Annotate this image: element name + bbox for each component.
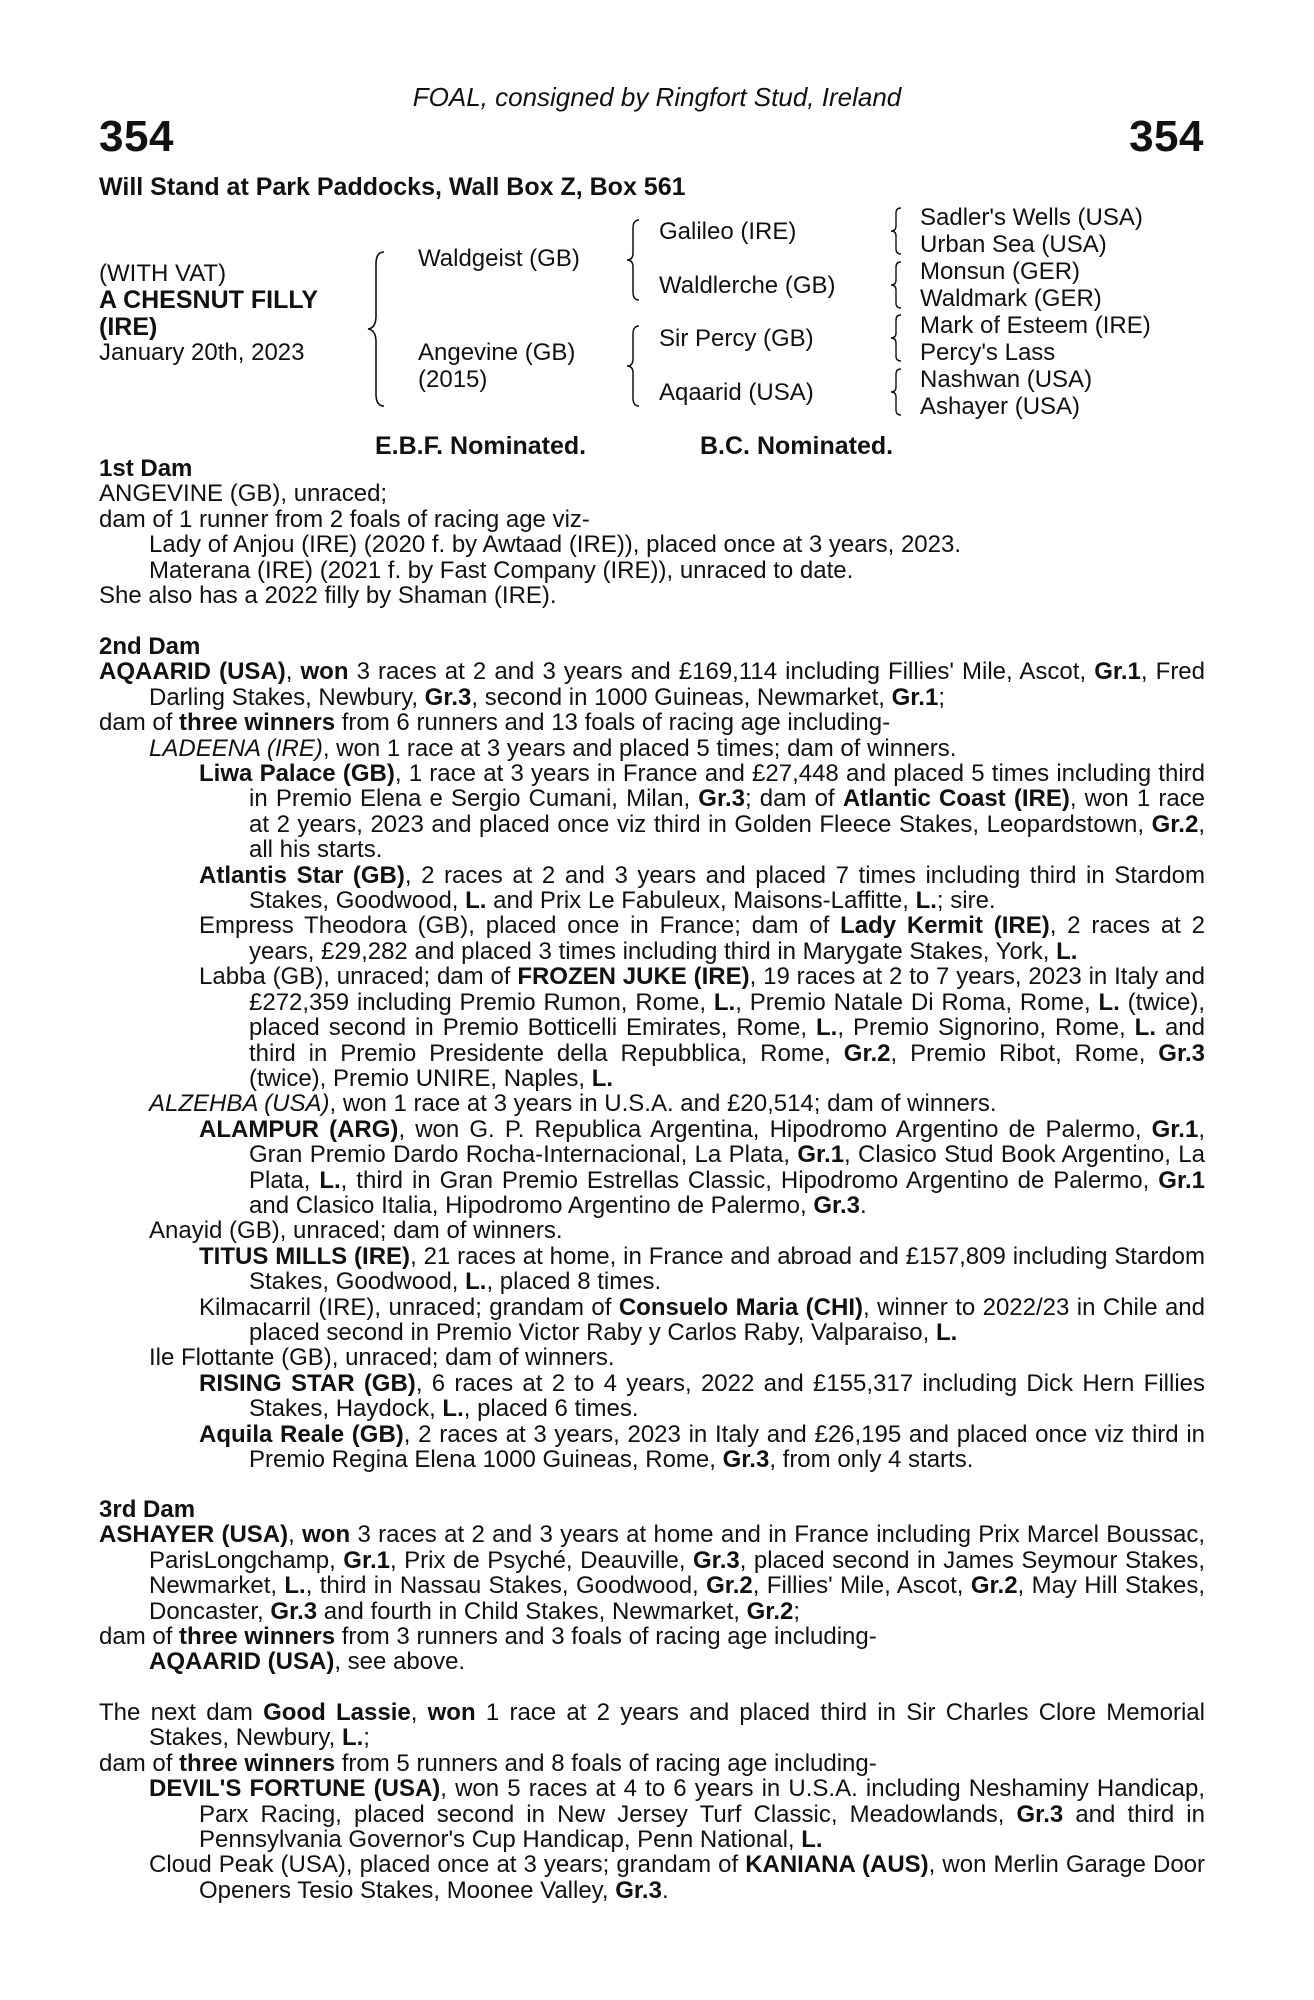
second-dam-record: dam of three winners from 6 runners and 13 foals of racing age including- [99, 709, 891, 737]
first-dam-section [99, 456, 1205, 608]
bold-text: L. [801, 1826, 823, 1854]
bold-text: ASHAYER (USA) [99, 1521, 289, 1549]
produce-entry: Ile Flottante (GB), unraced; dam of winners. [149, 1344, 615, 1372]
bold-text: Gr.2 [843, 1039, 891, 1067]
bold-text: Gr.3 [698, 785, 745, 813]
g-sire-dam-dam: Waldmark (GER) [920, 285, 1102, 312]
bc-nomination: B.C. Nominated. [700, 432, 894, 460]
bold-text: ALAMPUR (ARG) [199, 1115, 399, 1143]
bold-text: won [300, 658, 349, 686]
produce-entry: TITUS MILLS (IRE), 21 races at home, in France and abroad and £157,809 including Stardom Stakes, Goodwood, L., placed 8 times. [199, 1242, 1206, 1296]
bold-text: L. [591, 1064, 614, 1092]
bold-text: Gr.1 [343, 1546, 390, 1574]
bold-text: L. [465, 887, 487, 915]
g-dam-sire-sire: Mark of Esteem (IRE) [920, 312, 1151, 339]
bold-text: L. [465, 1268, 487, 1296]
ebf-nomination: E.B.F. Nominated. [375, 432, 587, 460]
produce-entry: AQAARID (USA), see above. [149, 1648, 466, 1676]
bold-text: L. [341, 1724, 364, 1752]
bold-text: Gr.3 [1158, 1039, 1205, 1067]
g-dam-dam-dam: Ashayer (USA) [920, 393, 1081, 420]
lot-title-line1: A CHESNUT FILLY [99, 286, 318, 314]
produce-entry: ALZEHBA (USA), won 1 race at 3 years in U.S.A. and £20,514; dam of winners. [149, 1090, 997, 1118]
third-dam-record: dam of three winners from 3 runners and 3 foals of racing age including- [99, 1623, 877, 1651]
produce-entry: Atlantis Star (GB), 2 races at 2 and 3 years and placed 7 times including third in Stardom Stakes, Goodwood, L. and Prix Le Fabuleux, Maisons-Laffitte, L.; sire. [199, 861, 1206, 915]
produce-entry: Labba (GB), unraced; dam of FROZEN JUKE (IRE), 19 races at 2 to 7 years, 2023 in Italy and £272,359 including Premio Rumon, Rome, L., Premio Natale Di Roma, Rome, L. (twice), placed second in Premio Botticelli Emirates, Rome, L., Premio Signorino, Rome, L. and third in Premio Presidente della Repubblica, Rome, Gr.2, Premio Ribot, Rome, Gr.3 (twice), Premio UNIRE, Naples, L. [199, 963, 1206, 1092]
bold-text: Gr.3 [615, 1876, 662, 1904]
bold-text: Gr.3 [693, 1546, 740, 1574]
next-dam-section [99, 1700, 1205, 1903]
bold-text: DEVIL'S FORTUNE (USA) [149, 1775, 441, 1803]
bold-text: Lady Kermit (IRE) [840, 912, 1050, 940]
bold-text: Gr.1 [891, 683, 939, 711]
dam-dam: Aqaarid (USA) [659, 379, 814, 406]
sire-dam: Waldlerche (GB) [659, 272, 836, 299]
first-dam-heading: 1st Dam [99, 455, 193, 482]
third-dam-heading: 3rd Dam [99, 1496, 196, 1523]
bold-text: L. [915, 887, 937, 915]
g-sire-sire-dam: Urban Sea (USA) [920, 231, 1107, 258]
bold-text: L. [816, 1014, 838, 1042]
dam-name: Angevine (GB) [418, 339, 576, 366]
bold-text: AQAARID (USA) [99, 658, 286, 686]
bold-text: L. [1056, 937, 1078, 965]
produce-entry: Liwa Palace (GB), 1 race at 3 years in France and £27,448 and placed 5 times including third in Premio Elena e Sergio Cumani, Milan, Gr.3; dam of Atlantic Coast (IRE), won 1 race at 2 years, 2023 and placed once viz third in Golden Fleece Stakes, Leopardstown, Gr.2, all his starts. [199, 760, 1206, 864]
bold-text: Gr.3 [722, 1446, 770, 1473]
bold-text: FROZEN JUKE (IRE) [517, 963, 750, 991]
first-dam-note: She also has a 2022 filly by Shaman (IRE). [99, 582, 557, 610]
bold-text: L. [1098, 988, 1120, 1016]
bold-text: Gr.2 [706, 1572, 753, 1600]
bold-text: three winners [179, 1749, 336, 1777]
bold-text: L. [319, 1166, 341, 1194]
produce-entry: RISING STAR (GB), 6 races at 2 to 4 years, 2022 and £155,317 including Dick Hern Fillies Stakes, Haydock, L., placed 6 times. [199, 1369, 1206, 1423]
bold-text: Gr.2 [970, 1572, 1018, 1600]
dam-brace [624, 324, 642, 408]
produce-entry: LADEENA (IRE), won 1 race at 3 years and placed 5 times; dam of winners. [149, 734, 957, 762]
bold-text: three winners [179, 709, 336, 737]
sire-sire: Galileo (IRE) [659, 218, 797, 245]
foaling-date: January 20th, 2023 [99, 339, 305, 366]
produce-entry: Anayid (GB), unraced; dam of winners. [149, 1217, 563, 1245]
bold-text: L. [442, 1395, 464, 1423]
bold-text: Atlantic Coast (IRE) [842, 785, 1070, 813]
lot-number-left: 354 [99, 112, 174, 161]
produce-entry: Aquila Reale (GB), 2 races at 3 years, 2023 in Italy and £26,195 and placed once viz third in Premio Regina Elena 1000 Guineas, Rome, Gr.3, from only 4 starts. [199, 1420, 1206, 1473]
g-brace-3 [888, 313, 904, 363]
bold-text: TITUS MILLS (IRE) [199, 1242, 411, 1270]
bold-text: Atlantis Star (GB) [199, 861, 405, 889]
next-dam-record: dam of three winners from 5 runners and 8 foals of racing age including- [99, 1749, 877, 1777]
third-dam-section [99, 1497, 1205, 1675]
bold-text: Gr.3 [270, 1597, 318, 1625]
g-dam-sire-dam: Percy's Lass [920, 339, 1056, 366]
second-dam-entry: AQAARID (USA), won 3 races at 2 and 3 years and £169,114 including Fillies' Mile, Ascot, Gr.1, Fred Darling Stakes, Newbury, Gr.3, second in 1000 Guineas, Newmarket, Gr.1; [99, 658, 1206, 711]
second-dam-heading: 2nd Dam [99, 633, 201, 660]
sire-brace [624, 218, 642, 302]
bold-text: Liwa Palace (GB) [199, 760, 395, 788]
bold-text: Good Lassie [263, 1699, 411, 1726]
bold-text: Gr.3 [1016, 1800, 1064, 1828]
vat-note: (WITH VAT) [99, 260, 227, 287]
bold-text: L. [713, 988, 736, 1016]
produce-entry: Materana (IRE) (2021 f. by Fast Company (IRE)), unraced to date. [149, 556, 854, 584]
g-dam-dam-sire: Nashwan (USA) [920, 366, 1093, 393]
first-dam-line: ANGEVINE (GB), unraced; [99, 480, 388, 508]
second-dam-section [99, 634, 1205, 1472]
bold-text: Gr.1 [1151, 1115, 1199, 1143]
bold-text: won [427, 1699, 476, 1726]
g-brace-1 [888, 206, 904, 256]
lot-number-right: 354 [1129, 112, 1204, 161]
bold-text: RISING STAR (GB) [199, 1369, 416, 1397]
lot-title-line2: (IRE) [99, 313, 158, 341]
third-dam-entry: ASHAYER (USA), won 3 races at 2 and 3 years at home and in France including Prix Marcel Boussac, ParisLongchamp, Gr.1, Prix de Psyché, Deauville, Gr.3, placed second in James Seymour Stakes, Newmarket, L., third in Nassau Stakes, Goodwood, Gr.2, Fillies' Mile, Ascot, Gr.2, May Hill Stakes, Doncaster, Gr.3 and fourth in Child Stakes, Newmarket, Gr.2; [99, 1521, 1206, 1625]
bold-text: AQAARID (USA) [149, 1648, 335, 1676]
main-brace [364, 250, 388, 408]
produce-entry: ALAMPUR (ARG), won G. P. Republica Argentina, Hipodromo Argentino de Palermo, Gr.1, Gran Premio Dardo Rocha-Internacional, La Plata, Gr.1, Clasico Stud Book Argentino, La Plata, L., third in Gran Premio Estrellas Classic, Hipodromo Argentino de Palermo, Gr.1 and Clasico Italia, Hipodromo Argentino de Palermo, Gr.3. [199, 1115, 1205, 1219]
g-brace-2 [888, 260, 904, 310]
bold-text: Gr.3 [424, 683, 472, 711]
bold-text: three winners [179, 1623, 336, 1651]
produce-entry: Empress Theodora (GB), placed once in France; dam of Lady Kermit (IRE), 2 races at 2 years, £29,282 and placed 3 times including third in Marygate Stakes, York, L. [199, 912, 1205, 965]
g-brace-4 [888, 367, 904, 417]
bold-text: Gr.1 [797, 1141, 845, 1169]
bold-text: Gr.2 [1151, 810, 1199, 838]
g-sire-dam-sire: Monsun (GER) [920, 258, 1081, 285]
bold-text: L. [1134, 1014, 1156, 1042]
dam-year: (2015) [418, 366, 488, 393]
bold-text: L. [936, 1318, 958, 1346]
produce-entry: Lady of Anjou (IRE) (2020 f. by Awtaad (IRE)), placed once at 3 years, 2023. [149, 531, 962, 559]
bold-text: Aquila Reale (GB) [199, 1420, 404, 1448]
sire-name: Waldgeist (GB) [418, 245, 580, 272]
bold-text: Consuelo Maria (CHI) [618, 1293, 864, 1321]
first-dam-record: dam of 1 runner from 2 foals of racing age viz- [99, 505, 590, 533]
produce-entry: Kilmacarril (IRE), unraced; grandam of Consuelo Maria (CHI), winner to 2022/23 in Chile and placed second in Premio Victor Raby y Carlos Raby, Valparaiso, L. [199, 1293, 1206, 1346]
bold-text: L. [284, 1572, 306, 1600]
bold-text: Gr.3 [813, 1191, 861, 1219]
stand-location: Will Stand at Park Paddocks, Wall Box Z, Box 561 [99, 173, 686, 201]
g-sire-sire-sire: Sadler's Wells (USA) [920, 204, 1143, 231]
bold-text: KANIANA (AUS) [745, 1851, 929, 1879]
consignor-line: FOAL, consigned by Ringfort Stud, Ireland [412, 82, 902, 112]
bold-text: Gr.2 [746, 1597, 794, 1625]
bold-text: Gr.1 [1094, 658, 1141, 686]
produce-entry: Cloud Peak (USA), placed once at 3 years; grandam of KANIANA (AUS), won Merlin Garage Door Openers Tesio Stakes, Moonee Valley, Gr.3. [149, 1851, 1206, 1904]
italic-text: LADEENA (IRE) [149, 734, 323, 762]
bold-text: won [302, 1521, 351, 1549]
next-dam-entry: The next dam Good Lassie, won 1 race at 2 years and placed third in Sir Charles Clore Memorial Stakes, Newbury, L.; [99, 1699, 1205, 1752]
italic-text: ALZEHBA (USA) [149, 1090, 330, 1118]
produce-entry: DEVIL'S FORTUNE (USA), won 5 races at 4 to 6 years in U.S.A. including Neshaminy Handicap, Parx Racing, placed second in New Jersey Turf Classic, Meadowlands, Gr.3 and third in Pennsylvania Governor's Cup Handicap, Penn National, L. [149, 1775, 1205, 1854]
dam-sire: Sir Percy (GB) [659, 325, 814, 352]
bold-text: Gr.1 [1158, 1166, 1205, 1194]
